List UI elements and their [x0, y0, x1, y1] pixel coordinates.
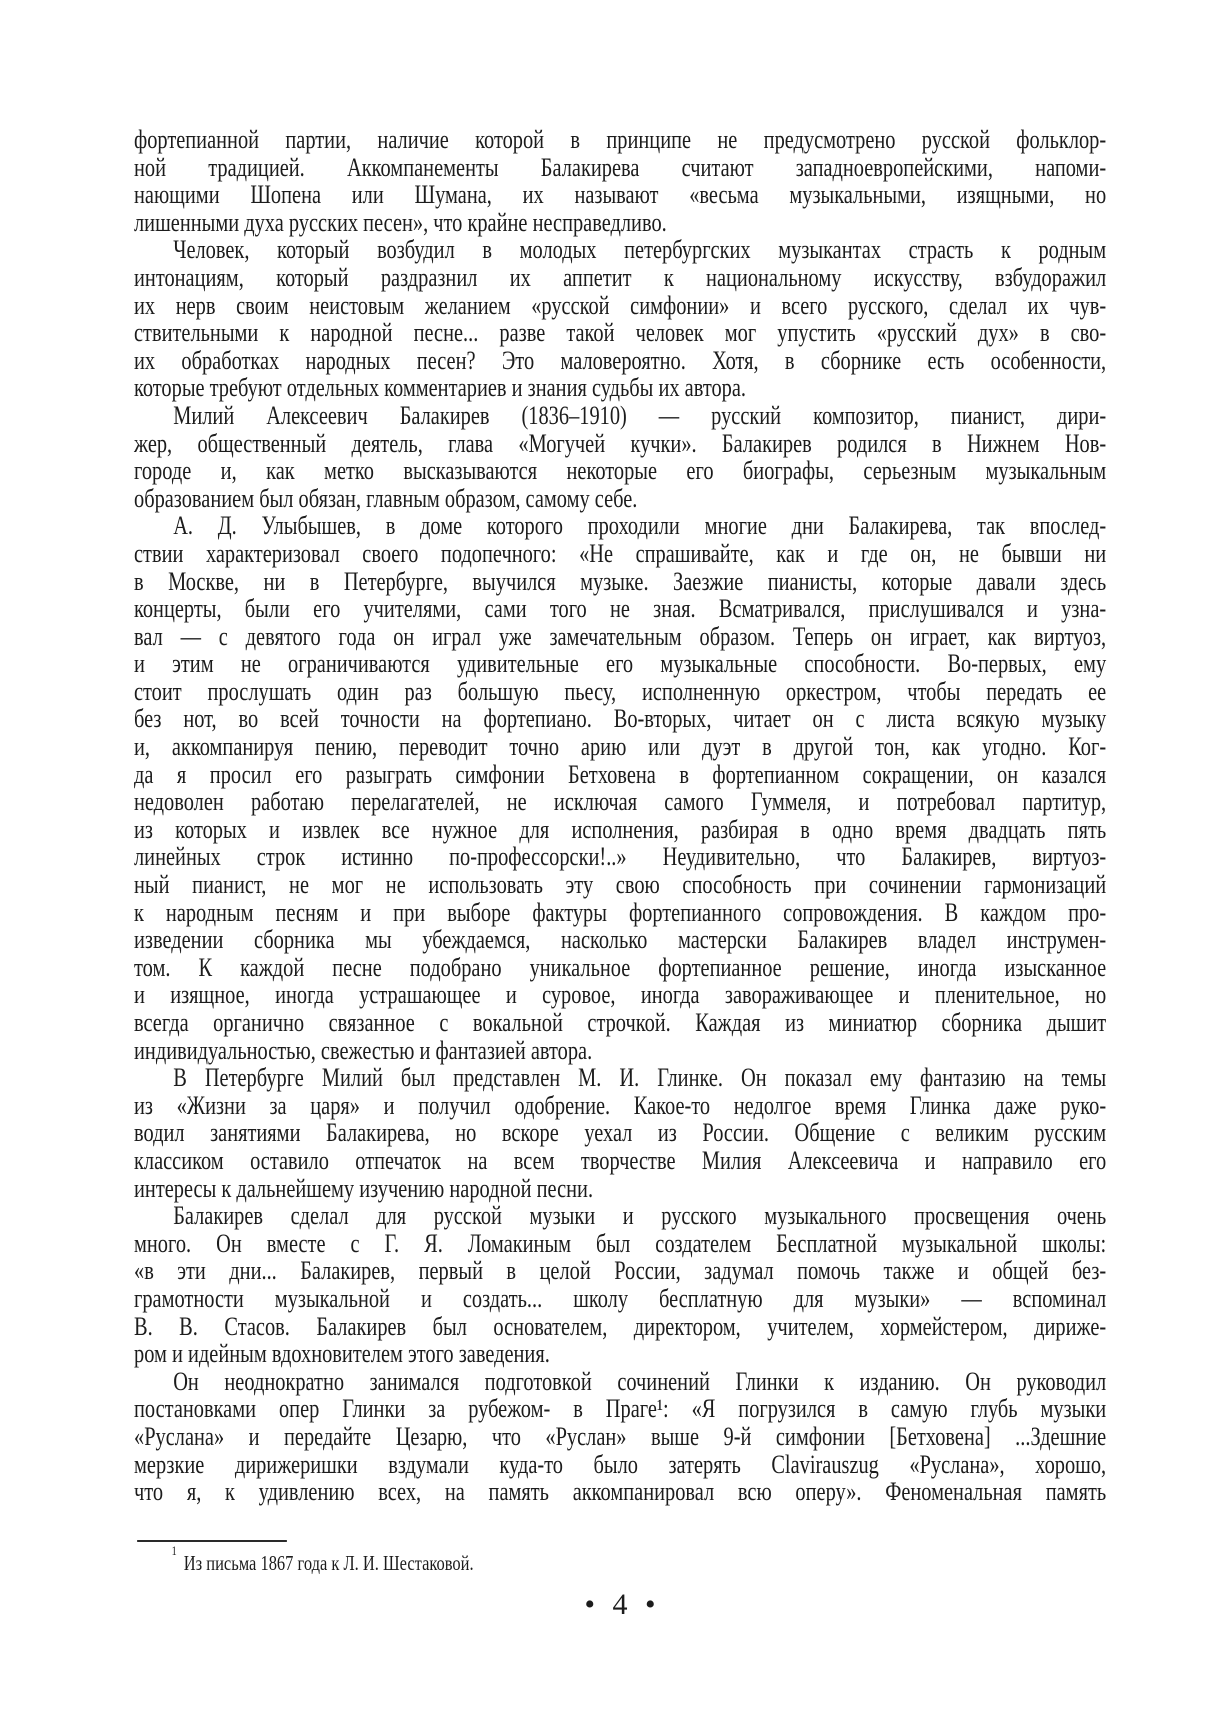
- text-line: ствительными к народной песне... разве такой человек мог упустить «русский дух» в сво-: [134, 318, 1107, 348]
- text-line: и этим не ограничиваются удивительные его музыкальные способности. Во-первых, ему: [134, 649, 1107, 679]
- text-column: [134, 126, 1106, 1576]
- text-line: концерты, были его учителями, сами того не зная. Всматривался, прислушивался и узна-: [134, 594, 1107, 624]
- text-line: фортепианной партии, наличие которой в принципе не предусмотрено русской фольклор-: [134, 125, 1107, 154]
- text-line: из которых и извлек все нужное для исполнения, разбирая в одно время двадцать пять: [134, 814, 1107, 844]
- text-line: городе и, как метко высказываются некоторые его биографы, серьезным музыкальным: [134, 456, 1107, 486]
- text-line: Балакирев сделал для русской музыки и русского музыкального просвещения очень: [173, 1201, 1107, 1231]
- footnote-text: Из письма 1867 года к Л. И. Шестаковой.: [183, 1550, 474, 1575]
- paragraph: [134, 512, 1106, 1064]
- text-line: нающими Шопена или Шумана, их называют «весьма музыкальными, изящными, но: [134, 180, 1107, 210]
- footnote: [134, 1540, 1106, 1576]
- paragraph: [134, 126, 1106, 236]
- text-line: классиком оставило отпечаток на всем творчестве Милия Алексеевича и направило его: [134, 1145, 1107, 1175]
- footnote-separator-rule: [137, 1540, 287, 1542]
- paragraph: [134, 236, 1106, 402]
- text-line: водил занятиями Балакирева, но вскоре уехал из России. Общение с великим русским: [134, 1118, 1107, 1148]
- footnote-marker: 1: [171, 1542, 177, 1558]
- text-line: А. Д. Улыбышев, в доме которого проходили многие дни Балакирева, так впослед-: [173, 511, 1107, 541]
- text-line: «в эти дни... Балакирев, первый в целой России, задумал помочь также и общей без-: [134, 1256, 1107, 1286]
- paragraph: [134, 1368, 1106, 1506]
- text-line: ром и идейным вдохновителем этого заведения.: [134, 1339, 550, 1369]
- text-line: индивидуальностью, свежестью и фантазией автора.: [134, 1035, 593, 1065]
- text-line: из «Жизни за царя» и получил одобрение. Какое-то недолгое время Глинка даже руко-: [134, 1090, 1107, 1120]
- text-line: образованием был обязан, главным образом, самому себе.: [134, 483, 638, 513]
- text-line: жер, общественный деятель, глава «Могучей кучки». Балакирев родился в Нижнем Нов-: [134, 428, 1107, 458]
- text-line: вал — с девятого года он играл уже замечательным образом. Теперь он играет, как виртуоз,: [134, 621, 1107, 651]
- text-line: да я просил его разыграть симфонии Бетховена в фортепианном сокращении, он казался: [134, 759, 1107, 789]
- text-line: и изящное, иногда устрашающее и суровое, иногда завораживающее и пленительное, но: [134, 980, 1107, 1010]
- text-line: что я, к удивлению всех, на память аккомпанировал всю оперу». Феноменальная память: [134, 1477, 1107, 1507]
- text-line: стоит прослушать один раз большую пьесу, исполненную оркестром, чтобы передать ее: [134, 676, 1107, 706]
- text-line: всегда органично связанное с вокальной строчкой. Каждая из миниатюр сборника дышит: [134, 1008, 1107, 1037]
- text-line: в Москве, ни в Петербурге, выучился музыке. Заезжие пианисты, которые давали здесь: [134, 566, 1107, 596]
- text-line: «Руслана» и передайте Цезарю, что «Руслан» выше 9-й симфонии [Бетховена] ...Здешние: [134, 1421, 1107, 1451]
- page-number: • 4 •: [584, 1588, 656, 1621]
- text-line: изведении сборника мы убеждаемся, насколько мастерски Балакирев владел инструмен-: [134, 925, 1107, 955]
- text-line: интонациям, который раздразнил их аппетит к национальному искусству, взбудоражил: [134, 262, 1107, 292]
- text-line: Он неоднократно занимался подготовкой сочинений Глинки к изданию. Он руководил: [173, 1366, 1107, 1396]
- paragraph: [134, 1064, 1106, 1202]
- text-line: без нот, во всей точности на фортепиано. Во-вторых, читает он с листа всякую музыку: [134, 704, 1107, 734]
- text-line: и, аккомпанируя пению, переводит точно арию или дуэт в другой тон, как угодно. Ког-: [134, 732, 1107, 762]
- text-line: их обработках народных песен? Это маловероятно. Хотя, в сборнике есть особенности,: [134, 345, 1107, 375]
- text-line: В Петербурге Милий был представлен М. И. Глинке. Он показал ему фантазию на темы: [173, 1063, 1107, 1093]
- text-line: том. К каждой песне подобрано уникальное фортепианное решение, иногда изысканное: [134, 952, 1107, 982]
- text-line: Человек, который возбудил в молодых петербургских музыкантах страсть к родным: [173, 235, 1107, 265]
- text-line: лишенными духа русских песен», что крайне несправедливо.: [134, 207, 667, 237]
- text-line: ствии характеризовал своего подопечного: «Не спрашивайте, как и где он, не бывши ни: [134, 538, 1107, 568]
- paragraphs: [134, 126, 1106, 1506]
- text-line: Милий Алексеевич Балакирев (1836–1910) — русский композитор, пианист, дири-: [173, 400, 1107, 430]
- text-line: ный пианист, не мог не использовать эту свою способность при сочинении гармонизаций: [134, 870, 1107, 900]
- text-line: ной традицией. Аккомпанементы Балакирева считают западноевропейскими, напоми-: [134, 152, 1107, 182]
- text-line: интересы к дальнейшему изучению народной песни.: [134, 1173, 594, 1203]
- text-line: постановками опер Глинки за рубежом- в Праге¹: «Я погрузился в самую глубь музыки: [134, 1394, 1107, 1424]
- text-line: мерзкие дирижеришки вздумали куда-то было затерять Clavirauszug «Руслана», хорошо,: [134, 1449, 1107, 1479]
- footnote-text-line: [134, 1542, 1106, 1576]
- text-line: которые требуют отдельных комментариев и знания судьбы их автора.: [134, 373, 746, 403]
- text-line: В. В. Стасов. Балакирев был основателем, директором, учителем, хормейстером, дириже-: [134, 1311, 1107, 1341]
- text-column-inner: [134, 126, 1106, 1576]
- paragraph: [134, 402, 1106, 512]
- text-line: их нерв своим неистовым желанием «русской симфонии» и всего русского, сделал их чув-: [134, 290, 1107, 320]
- text-line: грамотности музыкальной и создать... школу бесплатную для музыки» — вспоминал: [134, 1283, 1107, 1313]
- paragraph: [134, 1202, 1106, 1368]
- text-line: к народным песням и при выборе фактуры фортепианного сопровождения. В каждом про-: [134, 897, 1107, 927]
- text-line: много. Он вместе с Г. Я. Ломакиным был создателем Бесплатной музыкальной школы:: [134, 1228, 1107, 1258]
- text-line: линейных строк истинно по-профессорски!..» Неудивительно, что Балакирев, виртуоз-: [134, 842, 1107, 872]
- text-line: недоволен работаю перелагателей, не исключая самого Гуммеля, и потребовал партитур,: [134, 787, 1107, 817]
